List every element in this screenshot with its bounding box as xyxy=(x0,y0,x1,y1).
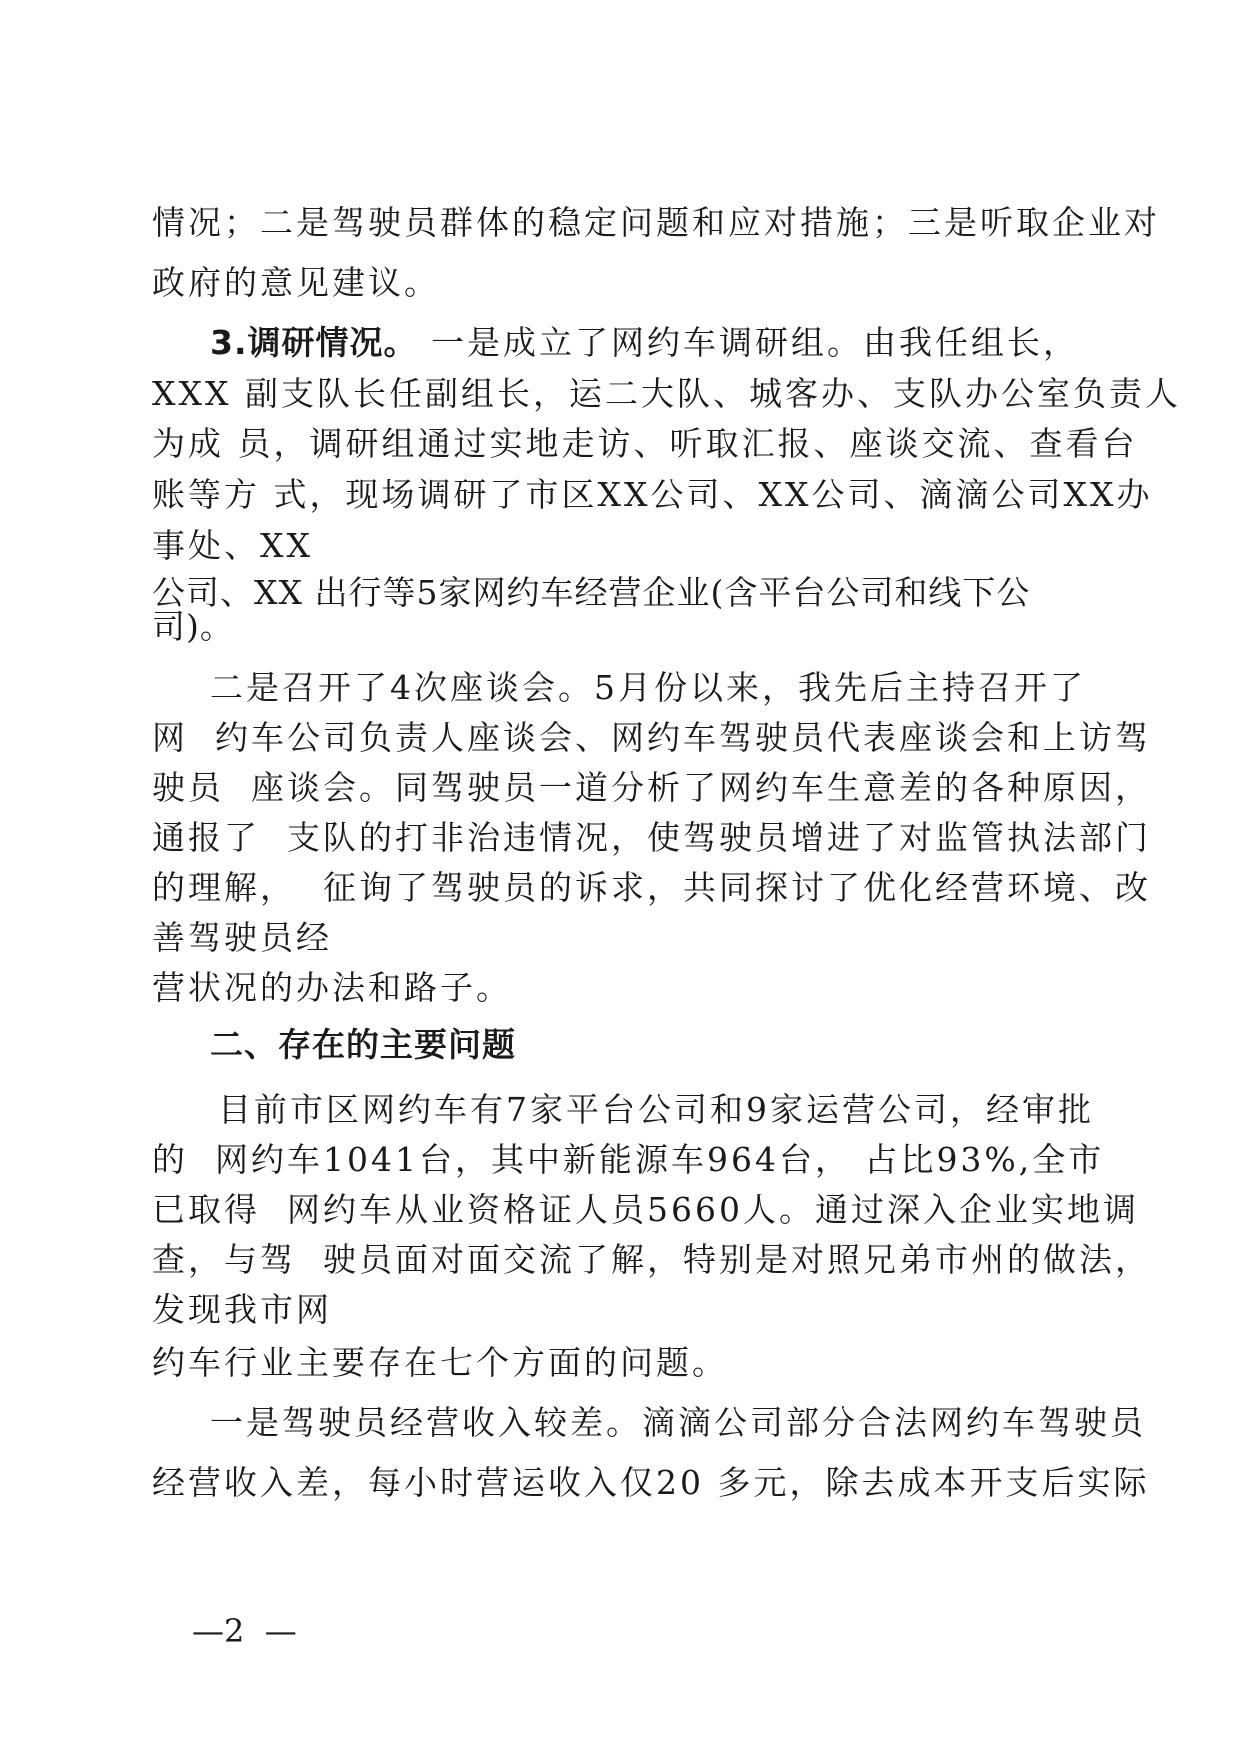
page-number: —2 — xyxy=(192,1612,297,1650)
paragraph-line: 的 网约车1041台，其中新能源车964台， 占比93%,全市 xyxy=(152,1140,1105,1179)
paragraph-line: 公司、XX 出行等5家网约车经营企业(含平台公司和线下公 xyxy=(152,573,1031,612)
paragraph-line: 目前市区网约车有7家平台公司和9家运营公司，经审批 xyxy=(218,1090,1094,1129)
paragraph-line: 善驾驶员经 xyxy=(152,918,332,957)
paragraph-line: 驶员 座谈会。同驾驶员一道分析了网约车生意差的各种原因， xyxy=(152,768,1151,807)
paragraph-line: XXX 副支队长任副组长，运二大队、城客办、支队办公室负责人 xyxy=(152,374,1181,413)
paragraph-line: 一是驾驶员经营收入较差。滴滴公司部分合法网约车驾驶员 xyxy=(210,1403,1146,1442)
section-3-line xyxy=(210,323,1079,363)
section-heading: 二、存在的主要问题 xyxy=(210,1025,516,1064)
paragraph-line: 已取得 网约车从业资格证人员5660人。通过深入企业实地调 xyxy=(152,1190,1139,1229)
paragraph-line: 营状况的办法和路子。 xyxy=(152,968,512,1007)
paragraph-line: 查，与驾 驶员面对面交流了解，特别是对照兄弟市州的做法， xyxy=(152,1240,1151,1279)
paragraph-line: 经营收入差，每小时营运收入仅20 多元，除去成本开支后实际 xyxy=(152,1463,1150,1502)
paragraph-line: 事处、XX xyxy=(152,526,313,565)
paragraph-line: 的理解， 征询了驾驶员的诉求，共同探讨了优化经营环境、改 xyxy=(152,868,1151,907)
paragraph-line: 网 约车公司负责人座谈会、网约车驾驶员代表座谈会和上访驾 xyxy=(152,718,1151,757)
paragraph-line: 司)。 xyxy=(152,607,234,646)
paragraph-line: 约车行业主要存在七个方面的问题。 xyxy=(152,1343,728,1382)
paragraph-line: 通报了 支队的打非治违情况，使驾驶员增进了对监管执法部门 xyxy=(152,818,1151,857)
paragraph-line: 二是召开了4次座谈会。5月份以来，我先后主持召开了 xyxy=(210,668,1086,707)
paragraph-line: 为成 员，调研组通过实地走访、听取汇报、座谈交流、查看台 xyxy=(152,424,1138,463)
paragraph-line: 情况；二是驾驶员群体的稳定问题和应对措施；三是听取企业对 xyxy=(152,203,1160,242)
paragraph-text: 一是成立了网约车调研组。由我任组长， xyxy=(417,323,1079,362)
paragraph-line: 发现我市网 xyxy=(152,1290,332,1329)
paragraph-line: 账等方 式，现场调研了市区XX公司、XX公司、滴滴公司XX办 xyxy=(152,475,1153,514)
paragraph-line: 政府的意见建议。 xyxy=(152,263,440,302)
section-3-heading: 3.调研情况。 xyxy=(210,323,418,362)
